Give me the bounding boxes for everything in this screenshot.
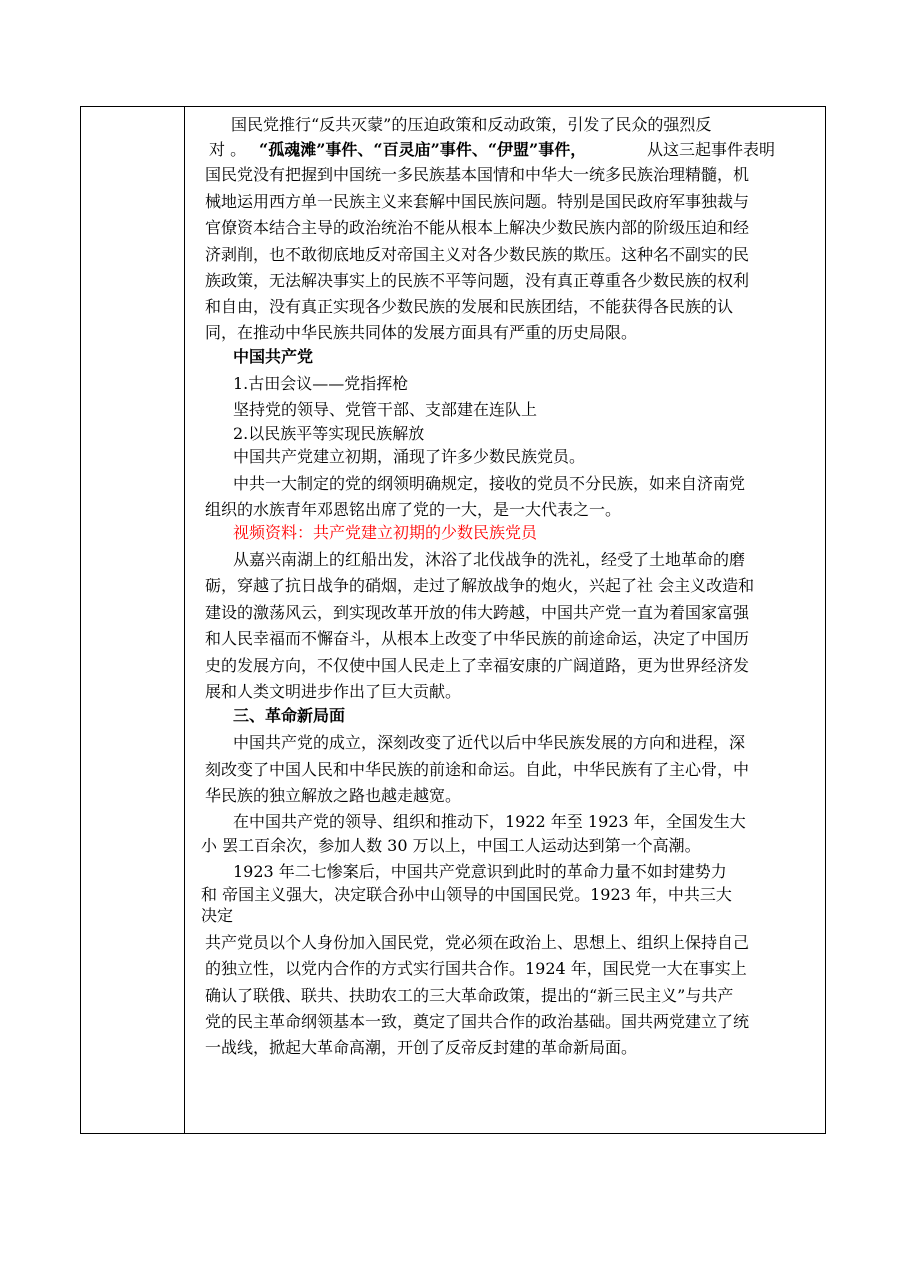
paragraph-line: 决定 — [201, 906, 234, 925]
section-heading: 中国共产党 — [233, 347, 314, 366]
paragraph-line: 械地运用西方单一民族主义来套解中国民族问题。特别是国民政府军事独裁与 — [205, 192, 750, 211]
bold-events-text: “孤魂滩”事件、“百灵庙”事件、“伊盟”事件， — [259, 140, 587, 159]
paragraph-line: 砺，穿越了抗日战争的硝烟，走过了解放战争的炮火，兴起了社 会主义改造和 — [205, 576, 755, 595]
paragraph-line: 国民党没有把握到中国统一多民族基本国情和中华大一统多民族治理精髓，机 — [205, 165, 750, 184]
paragraph-line: 中国共产党的成立，深刻改变了近代以后中华民族发展的方向和进程，深 — [233, 733, 746, 752]
paragraph-line: 在中国共产党的领导、组织和推动下，1922 年至 1923 年，全国发生大 — [233, 812, 746, 831]
paragraph-line: 展和人类文明进步作出了巨大贡献。 — [205, 682, 462, 701]
paragraph-line: 一战线，掀起大革命高潮，开创了反帝反封建的革命新局面。 — [205, 1038, 638, 1057]
paragraph-line: 确认了联俄、联共、扶助农工的三大革命政策，提出的“新三民主义”与共产 — [205, 986, 734, 1005]
paragraph-line: 组织的水族青年邓恩铭出席了党的一大，是一大代表之一。 — [205, 500, 622, 519]
paragraph-line: 史的发展方向，不仅使中国人民走上了幸福安康的广阔道路，更为世界经济发 — [205, 656, 750, 675]
content-table — [80, 106, 826, 1134]
paragraph-line: 国民党推行“反共灭蒙”的压迫政策和反动政策，引发了民众的强烈反 — [231, 115, 712, 134]
section-heading: 三、革命新局面 — [233, 706, 346, 725]
paragraph-line: 坚持党的领导、党管干部、支部建在连队上 — [233, 400, 538, 419]
list-item: 2.以民族平等实现民族解放 — [233, 424, 425, 443]
paragraph-line: 济剥削，也不敢彻底地反对帝国主义对各少数民族的欺压。这种名不副实的民 — [205, 245, 750, 264]
paragraph-line: 从这三起事件表明 — [647, 140, 776, 159]
paragraph-line: 和自由，没有真正实现各少数民族的发展和民族团结，不能获得各民族的认 — [205, 297, 734, 316]
paragraph-line: 的独立性，以党内合作的方式实行国共合作。1924 年，国民党一大在事实上 — [205, 959, 747, 978]
paragraph-line: 和人民幸福而不懈奋斗，从根本上改变了中华民族的前途命运，决定了中国历 — [205, 629, 750, 648]
paragraph-line: 1923 年二七惨案后，中国共产党意识到此时的革命力量不如封建势力 — [233, 862, 727, 881]
paragraph-line: 对 。 — [209, 140, 247, 159]
paragraph-line: 党的民主革命纲领基本一致，奠定了国共合作的政治基础。国共两党建立了统 — [205, 1012, 750, 1031]
paragraph-line: 中共一大制定的党的纲领明确规定，接收的党员不分民族，如来自济南党 — [233, 474, 746, 493]
paragraph-line: 共产党员以个人身份加入国民党，党必须在政治上、思想上、组织上保持自己 — [205, 933, 750, 952]
paragraph-line: 中国共产党建立初期，涌现了许多少数民族党员。 — [233, 447, 586, 466]
paragraph-line: 和 帝国主义强大，决定联合孙中山领导的中国国民党。1923 年，中共三大 — [201, 885, 732, 904]
video-material-label: 视频资料：共产党建立初期的少数民族党员 — [233, 523, 538, 542]
paragraph-line: 建设的激荡风云，到实现改革开放的伟大跨越，中国共产党一直为着国家富强 — [205, 603, 750, 622]
paragraph-line: 从嘉兴南湖上的红船出发，沐浴了北伐战争的洗礼，经受了土地革命的磨 — [233, 550, 746, 569]
paragraph-line: 刻改变了中国人民和中华民族的前途和命运。自此，中华民族有了主心骨，中 — [205, 760, 750, 779]
paragraph-line: 华民族的独立解放之路也越走越宽。 — [205, 786, 462, 805]
paragraph-line: 官僚资本结合主导的政治统治不能从根本上解决少数民族内部的阶级压迫和经 — [205, 218, 750, 237]
paragraph-line: 小 罢工百余次，参加人数 30 万以上，中国工人运动达到第一个高潮。 — [201, 836, 701, 855]
table-right-column — [185, 107, 825, 1133]
paragraph-line: 族政策，无法解决事实上的民族不平等问题，没有真正尊重各少数民族的权利 — [205, 271, 750, 290]
list-item: 1.古田会议——党指挥枪 — [233, 374, 409, 393]
paragraph-line: 同，在推动中华民族共同体的发展方面具有严重的历史局限。 — [205, 323, 638, 342]
table-left-column — [81, 107, 185, 1133]
